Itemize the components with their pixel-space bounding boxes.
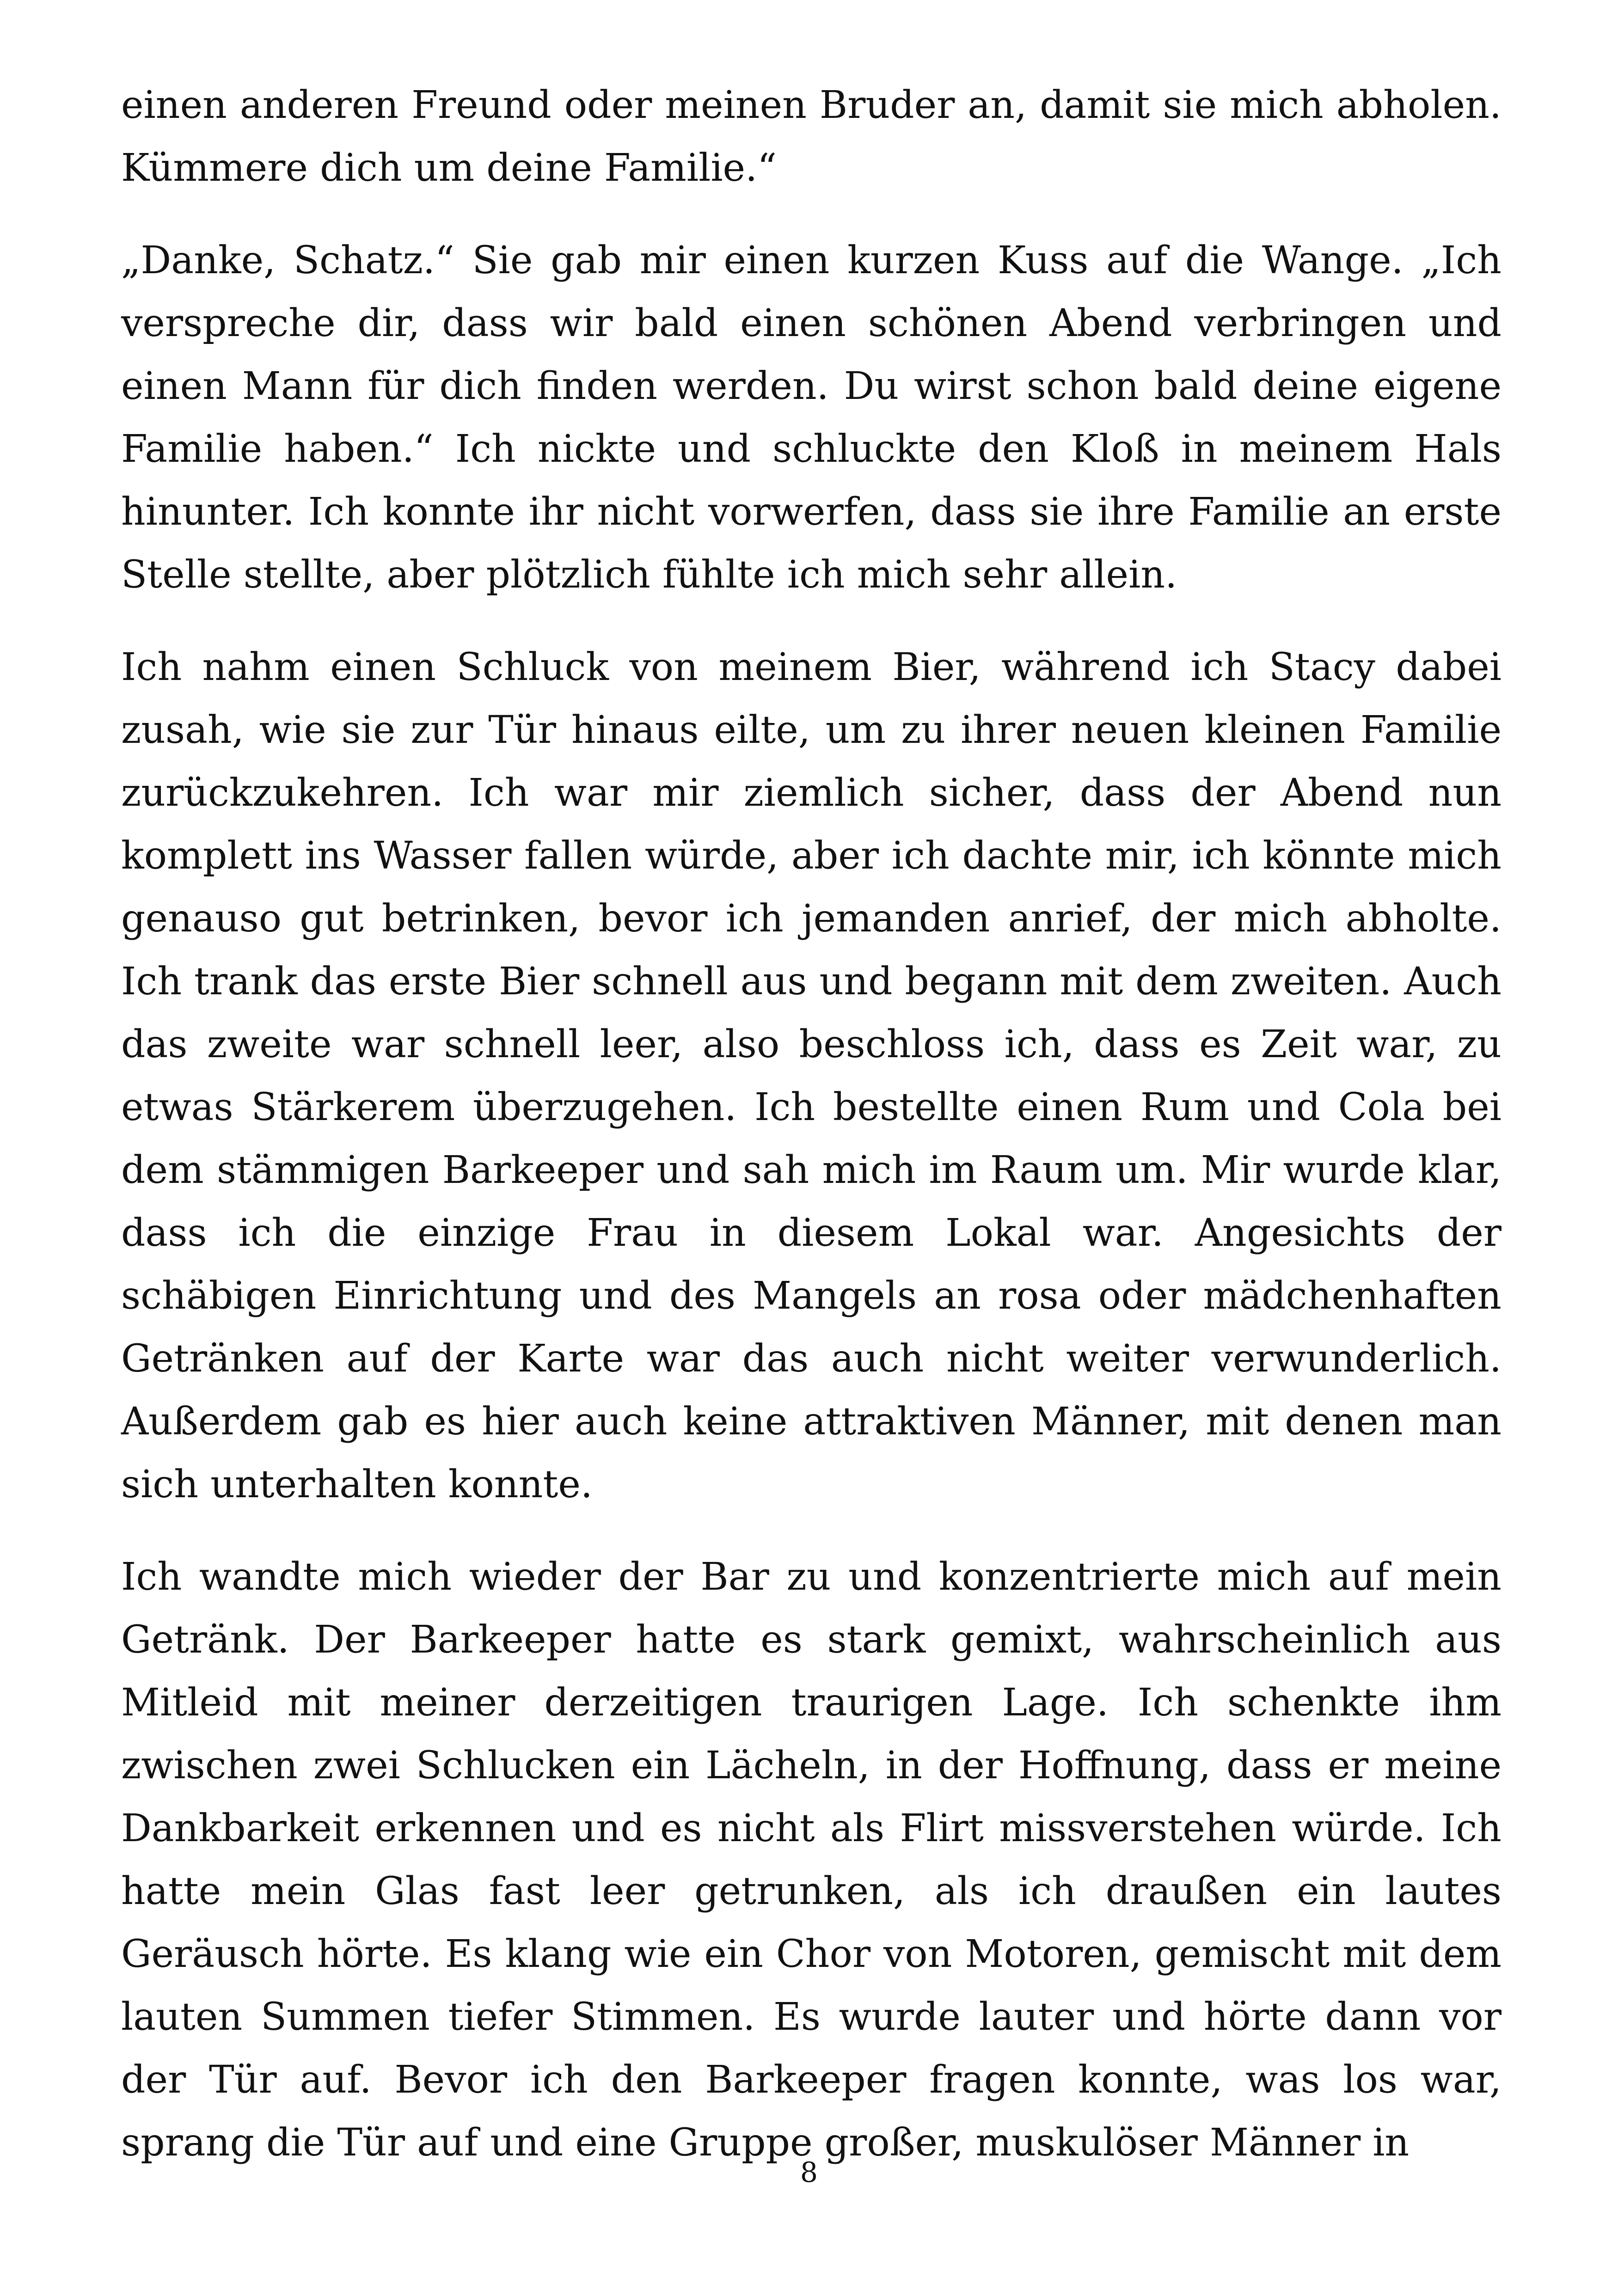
paragraph-1: einen anderen Freund oder meinen Bruder an, damit sie mich abholen. Kümmere dich um deine Familie.“ (121, 83, 1502, 190)
paragraph-2: „Danke, Schatz.“ Sie gab mir einen kurzen Kuss auf die Wange. „Ich verspreche dir, dass wir bald einen schönen Abend verbringen und einen Mann für dich finden werden. Du wirst schon bald deine eigene Familie haben.“ Ich nickte und schluckte den Kloß in meinem Hals hinunter. Ich konnte ihr nicht vorwerfen, dass sie ihre Familie an erste Stelle stellte, aber plötzlich fühlte ich mich sehr allein. (121, 239, 1502, 597)
body-text (121, 74, 1502, 2204)
paragraph-4: Ich wandte mich wieder der Bar zu und konzentrierte mich auf mein Getränk. Der Barkeeper hatte es stark gemixt, wahrscheinlich aus Mitleid mit meiner derzeitigen traurigen Lage. Ich schenkte ihm zwischen zwei Schlucken ein Lächeln, in der Hoffnung, dass er meine Dankbarkeit erkennen und es nicht als Flirt missverstehen würde. Ich hatte mein Glas fast leer getrunken, als ich draußen ein lautes Geräusch hörte. Es klang wie ein Chor von Motoren, gemischt mit dem lauten Summen tiefer Stimmen. Es wurde lauter und hörte dann vor der Tür auf. Bevor ich den Barkeeper fragen konnte, was los war, sprang die Tür auf und eine Gruppe großer, muskulöser Männer in (121, 1555, 1502, 2165)
paragraph-3: Ich nahm einen Schluck von meinem Bier, während ich Stacy dabei zusah, wie sie zur Tür hinaus eilte, um zu ihrer neuen kleinen Familie zurückzukehren. Ich war mir ziemlich sicher, dass der Abend nun komplett ins Wasser fallen würde, aber ich dachte mir, ich könnte mich genauso gut betrinken, bevor ich jemanden anrief, der mich abholte. Ich trank das erste Bier schnell aus und begann mit dem zweiten. Auch das zweite war schnell leer, also beschloss ich, dass es Zeit war, zu etwas Stärkerem überzugehen. Ich bestellte einen Rum und Cola bei dem stämmigen Barkeeper und sah mich im Raum um. Mir wurde klar, dass ich die einzige Frau in diesem Lokal war. Angesichts der schäbigen Einrichtung und des Mangels an rosa oder mädchenhaften Getränken auf der Karte war das auch nicht weiter verwunderlich. Außerdem gab es hier auch keine attraktiven Männer, mit denen man sich unterhalten konnte. (121, 645, 1502, 1506)
page-number: 8 (800, 2156, 818, 2189)
